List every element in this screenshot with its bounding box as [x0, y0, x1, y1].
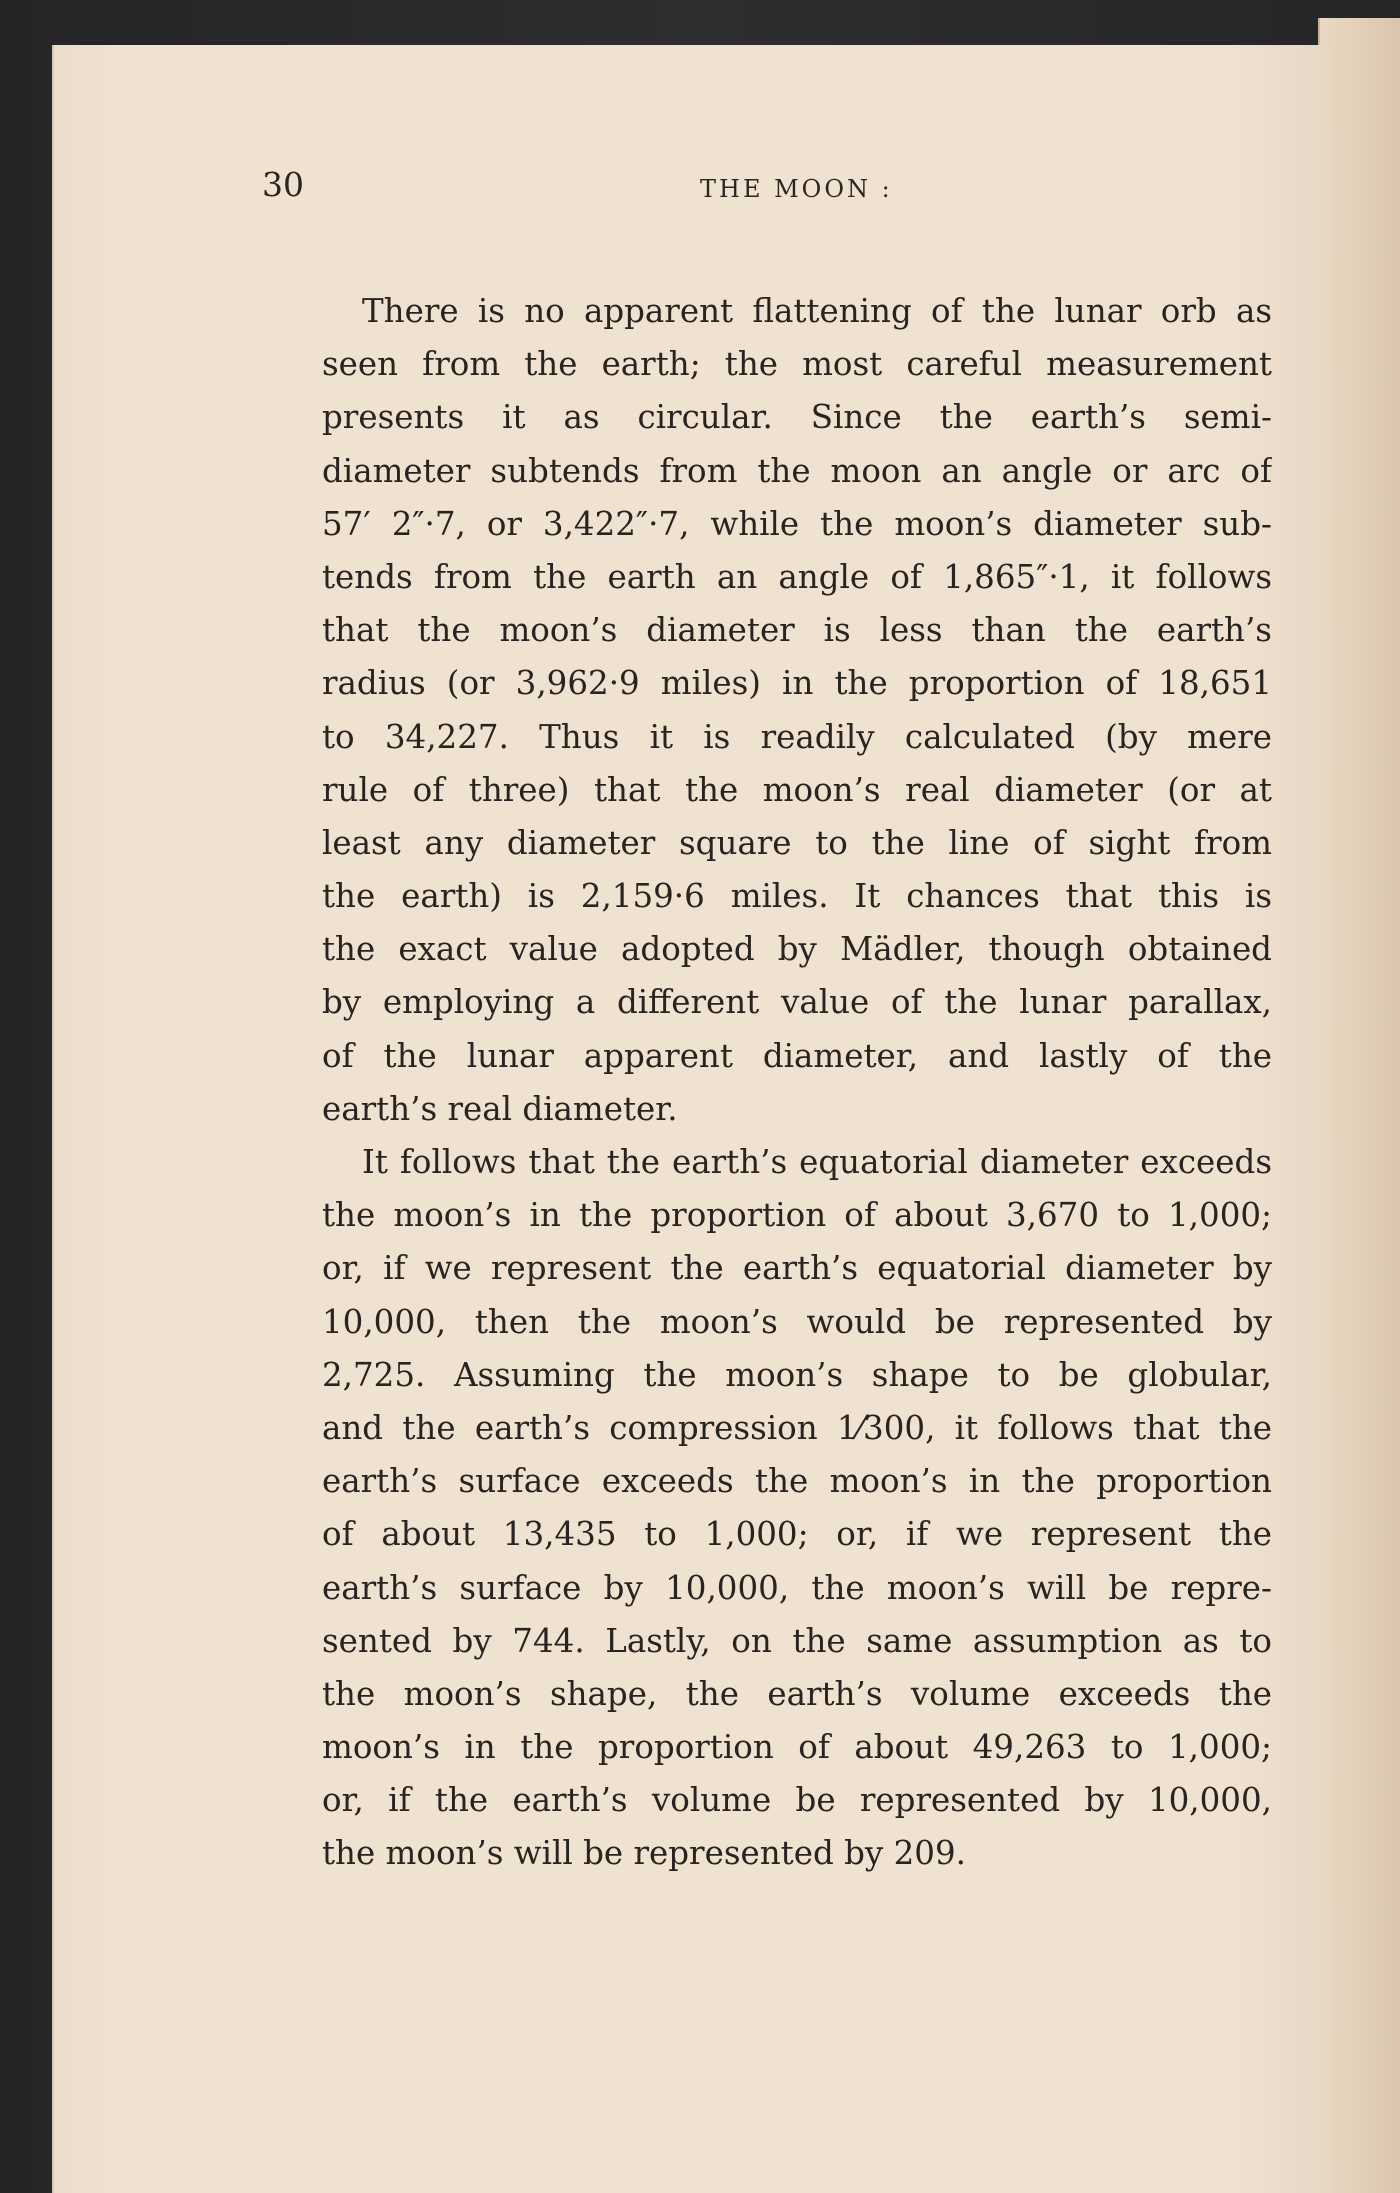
text-line: rule of three) that the moon’s real diameter (or at — [322, 770, 1272, 809]
text-line: the moon’s in the proportion of about 3,670 to 1,000; — [322, 1196, 1272, 1235]
text-line: radius (or 3,962·9 miles) in the proportion of 18,651 — [322, 664, 1272, 703]
text-line: the exact value adopted by Mädler, though obtained — [322, 930, 1272, 969]
running-head: THE MOON : — [700, 175, 893, 203]
text-line: moon’s in the proportion of about 49,263 to 1,000; — [322, 1728, 1272, 1767]
body-text — [322, 285, 1272, 1881]
text-line: and the earth’s compression 1⁄300, it follows that the — [322, 1408, 1272, 1447]
next-page-edge — [1318, 18, 1400, 2193]
paragraph-1 — [322, 285, 1272, 1136]
text-line: sented by 744. Lastly, on the same assumption as to — [322, 1621, 1272, 1660]
text-line: earth’s surface exceeds the moon’s in the proportion — [322, 1462, 1272, 1501]
paragraph-2 — [322, 1136, 1272, 1881]
text-line: least any diameter square to the line of sight from — [322, 823, 1272, 862]
text-line: earth’s surface by 10,000, the moon’s will be repre- — [322, 1568, 1272, 1607]
text-line: or, if the earth’s volume be represented by 10,000, — [322, 1781, 1272, 1820]
text-line: 2,725. Assuming the moon’s shape to be globular, — [322, 1355, 1272, 1394]
text-line: It follows that the earth’s equatorial diameter exceeds — [362, 1143, 1272, 1181]
text-line: that the moon’s diameter is less than the earth’s — [322, 611, 1272, 650]
text-line: earth’s real diameter. — [322, 1089, 678, 1128]
text-line: the moon’s shape, the earth’s volume exceeds the — [322, 1674, 1272, 1713]
text-line: seen from the earth; the most careful measurement — [322, 345, 1272, 384]
text-line: 10,000, then the moon’s would be represented by — [322, 1302, 1272, 1341]
text-line: the moon’s will be represented by 209. — [322, 1834, 966, 1873]
text-line: 57′ 2″·7, or 3,422″·7, while the moon’s diameter sub- — [322, 504, 1272, 543]
page-number: 30 — [262, 165, 304, 204]
text-line: There is no apparent flattening of the lunar orb as — [362, 292, 1272, 330]
text-line: presents it as circular. Since the earth’s semi- — [322, 398, 1272, 437]
text-line: diameter subtends from the moon an angle or arc of — [322, 451, 1272, 490]
text-line: tends from the earth an angle of 1,865″·1, it follows — [322, 557, 1272, 596]
text-line: of the lunar apparent diameter, and lastly of the — [322, 1036, 1272, 1075]
text-line: by employing a different value of the lunar parallax, — [322, 983, 1272, 1022]
text-line: to 34,227. Thus it is readily calculated (by mere — [322, 717, 1272, 756]
text-line: or, if we represent the earth’s equatorial diameter by — [322, 1249, 1272, 1288]
text-line: the earth) is 2,159·6 miles. It chances that this is — [322, 877, 1272, 916]
text-line: of about 13,435 to 1,000; or, if we represent the — [322, 1515, 1272, 1554]
